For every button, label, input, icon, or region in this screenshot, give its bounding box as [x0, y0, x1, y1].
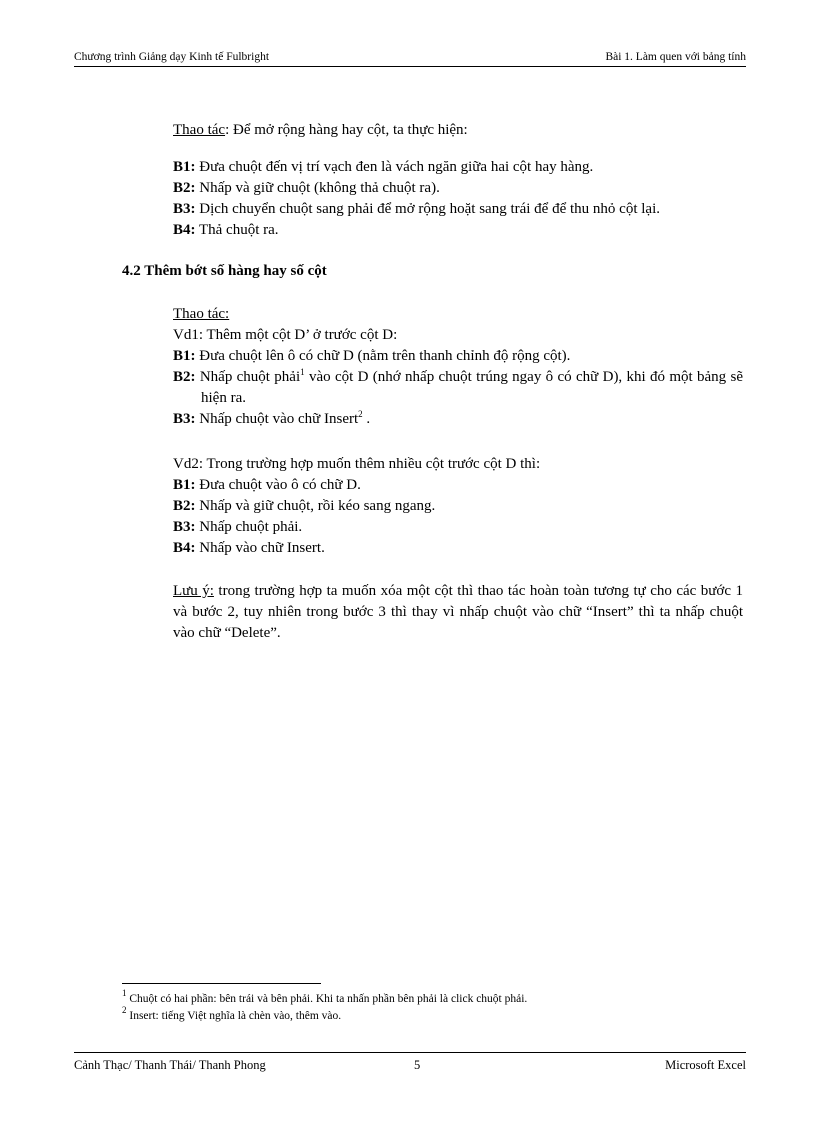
- footer-subject: Microsoft Excel: [665, 1058, 746, 1072]
- header-lesson-title: Bài 1. Làm quen với bảng tính: [605, 51, 746, 63]
- note-paragraph: [173, 581, 743, 644]
- step-text: Nhấp và giữ chuột, rồi kéo sang ngang.: [195, 498, 436, 514]
- example-2-title: Vd2: Trong trường hợp muốn thêm nhiều cột trước cột D thì:: [173, 456, 541, 472]
- step-text: vào cột D (nhớ nhấp chuột trúng ngay ô có chữ D), khi đó một bảng sẽ hiện ra.: [201, 369, 743, 406]
- footnote-item: [122, 1005, 527, 1025]
- page-header: [74, 50, 746, 67]
- example-1-title: Vd1: Thêm một cột D’ ở trước cột D:: [173, 327, 398, 343]
- step-text: Nhấp chuột phải.: [195, 519, 303, 535]
- step-label: B2:: [173, 180, 196, 196]
- step-label: B2:: [173, 498, 196, 514]
- footnote-ref[interactable]: 1: [300, 367, 305, 377]
- example-2-block: [173, 454, 743, 559]
- step-text: Dịch chuyển chuột sang phải để mở rộng hoặt sang trái để để thu nhỏ cột lại.: [195, 201, 660, 217]
- step-label: B3:: [173, 519, 196, 535]
- example-1-label: Thao tác:: [173, 306, 230, 322]
- list-item: [173, 199, 743, 220]
- footer-authors: Cảnh Thạc/ Thanh Thái/ Thanh Phong: [74, 1058, 266, 1072]
- step-label: B1:: [173, 477, 196, 493]
- step-label: B4:: [173, 222, 196, 238]
- list-item: [173, 157, 743, 178]
- page-footer: [74, 1052, 746, 1073]
- footnote-text: Chuột có hai phần: bên trái và bên phải. Khi ta nhấn phần bên phải là click chuột phải.: [126, 993, 528, 1005]
- list-item: [173, 475, 743, 496]
- step-text: Đưa chuột lên ô có chữ D (nằm trên thanh chỉnh độ rộng cột).: [195, 348, 571, 364]
- intro-text: : Để mở rộng hàng hay cột, ta thực hiện:: [225, 122, 468, 138]
- step-label: B1:: [173, 348, 196, 364]
- list-item: [173, 367, 743, 409]
- intro-label: Thao tác: [173, 122, 226, 138]
- step-text: Đưa chuột vào ô có chữ D.: [195, 477, 361, 493]
- steps-list-1: [173, 157, 743, 241]
- example-1-block: [173, 304, 743, 430]
- note-text: trong trường hợp ta muốn xóa một cột thì thao tác hoàn toàn tương tự cho các bước 1 và bước 2, tuy nhiên trong bước 3 thì thay vì nhấp chuột vào chữ “Insert” thì ta nhấp chuột vào chữ “Delete”.: [173, 583, 743, 641]
- list-item: [173, 538, 743, 559]
- footnotes: [122, 988, 528, 1025]
- step-label: B1:: [173, 159, 196, 175]
- step-text: Nhấp vào chữ Insert.: [195, 540, 325, 556]
- step-text: Đưa chuột đến vị trí vạch đen là vách ngăn giữa hai cột hay hàng.: [195, 159, 594, 175]
- list-item: [173, 517, 743, 538]
- step-label: B3:: [173, 201, 196, 217]
- step-label: B4:: [173, 540, 196, 556]
- footnote-number: 1: [122, 988, 127, 998]
- header-course-title: Chương trình Giảng dạy Kinh tế Fulbright: [74, 51, 270, 63]
- page-number: 5: [414, 1058, 421, 1072]
- step-text: Nhấp chuột vào chữ Insert: [195, 411, 359, 427]
- section-heading: 4.2 Thêm bớt số hàng hay số cột: [122, 263, 327, 279]
- footnote-ref[interactable]: 2: [358, 409, 363, 419]
- step-text: .: [362, 411, 371, 427]
- list-item: [173, 496, 743, 517]
- footnote-divider: [122, 983, 321, 984]
- footnote-number: 2: [122, 1005, 127, 1015]
- step-label: B3:: [173, 411, 196, 427]
- list-item: [173, 178, 743, 199]
- note-label: Lưu ý:: [173, 583, 214, 599]
- list-item: [173, 346, 743, 367]
- step-label: B2:: [173, 369, 196, 385]
- list-item: [173, 220, 743, 241]
- intro-block: [173, 120, 743, 141]
- list-item: [173, 409, 743, 430]
- step-text: Nhấp và giữ chuột (không thả chuột ra).: [195, 180, 440, 196]
- note-block: [173, 581, 743, 644]
- footnote-item: [122, 988, 528, 1008]
- step-text: Thả chuột ra.: [195, 222, 279, 238]
- footnote-text: Insert: tiếng Việt nghĩa là chèn vào, thêm vào.: [126, 1010, 342, 1022]
- step-text: Nhấp chuột phải: [195, 369, 301, 385]
- intro-line: [173, 120, 743, 141]
